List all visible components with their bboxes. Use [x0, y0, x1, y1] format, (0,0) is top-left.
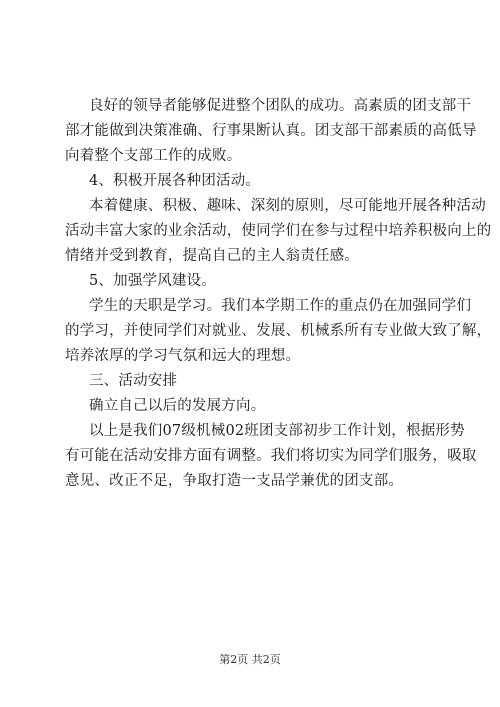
text-line: 活动丰富大家的业余活动，使同学们在参与过程中培养积极向上的 [65, 223, 492, 239]
section-heading: 三、活动安排 [89, 373, 178, 389]
text-line: 确立自己以后的发展方向。 [89, 398, 266, 414]
section-heading: 4、积极开展各种团活动。 [89, 173, 261, 189]
text-line: 良好的领导者能够促进整个团队的成功。高素质的团支部干 [89, 98, 472, 114]
text-line: 的学习，并使同学们对就业、发展、机械系所有专业做大致了解， [65, 323, 492, 339]
text-line: 情绪并受到教育，提高自己的主人翁责任感。 [65, 248, 359, 264]
section-heading: 5、加强学风建设。 [89, 273, 217, 289]
text-line: 学生的天职是学习。我们本学期工作的重点仍在加强同学们 [89, 298, 472, 314]
text-line: 本着健康、积极、趣味、深刻的原则，尽可能地开展各种活动 [89, 198, 486, 214]
page-footer: 第2页 共2页 [219, 653, 281, 666]
text-line: 向着整个支部工作的成败。 [65, 148, 242, 164]
text-line: 有可能在活动安排方面有调整。我们将切实为同学们服务，吸取 [65, 448, 477, 464]
text-line: 部才能做到决策准确、行事果断认真。团支部干部素质的高低导 [65, 123, 477, 139]
text-line: 以上是我们07级机械02班团支部初步工作计划，根据形势 [89, 423, 465, 439]
text-line: 培养浓厚的学习气氛和远大的理想。 [65, 348, 301, 364]
text-line: 意见、改正不足，争取打造一支品学兼优的团支部。 [65, 473, 404, 489]
